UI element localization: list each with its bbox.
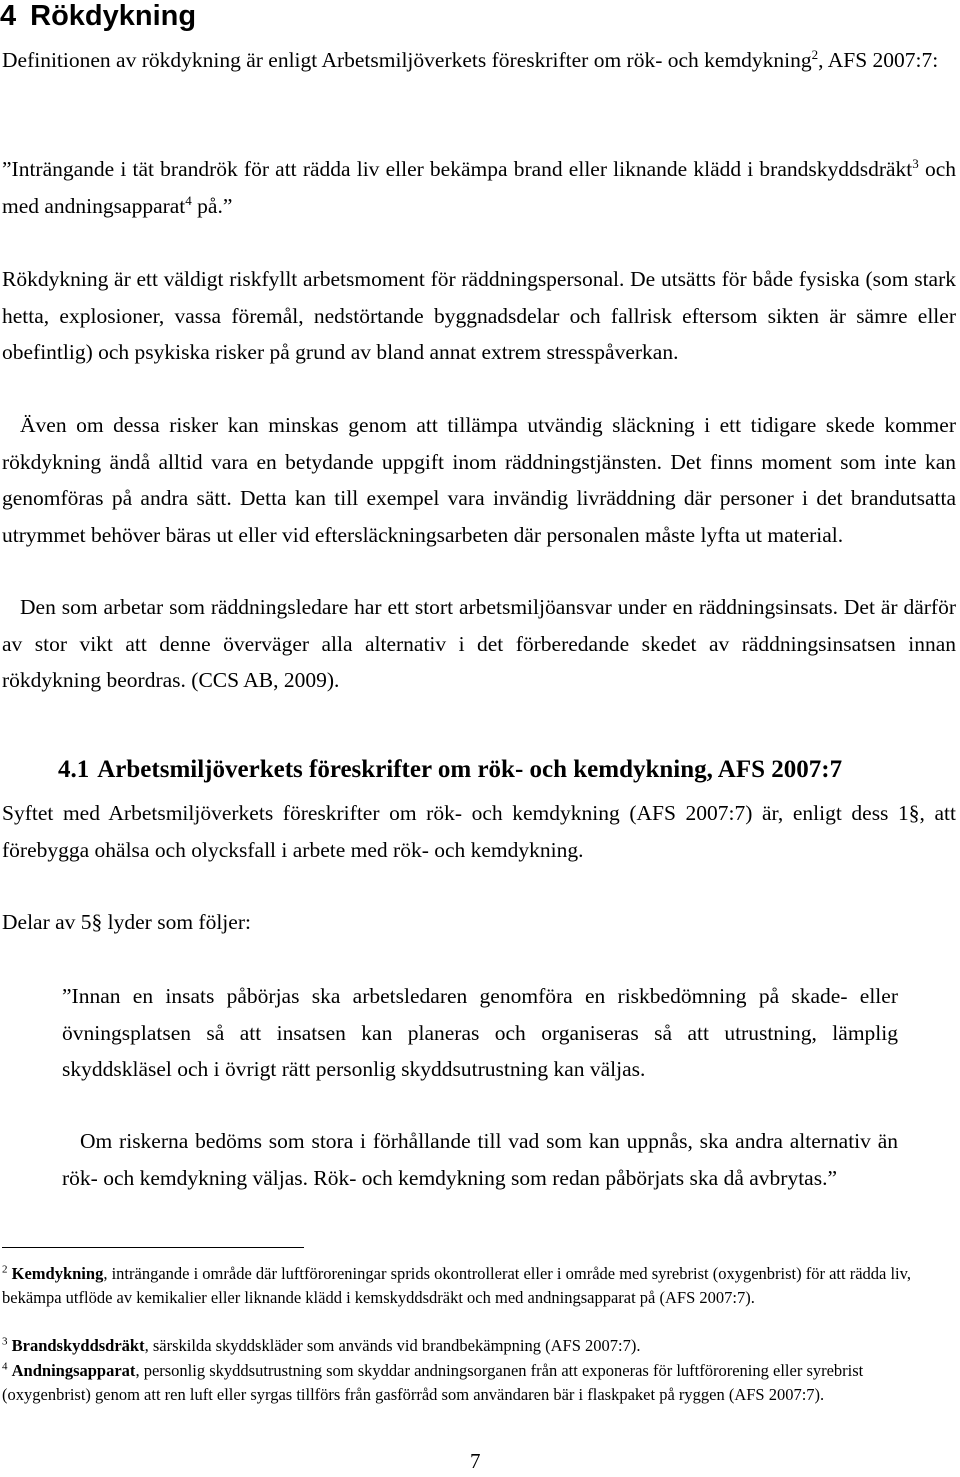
body-paragraph: Även om dessa risker kan minskas genom att tillämpa utvändig släckning i ett tidigare skede kommer rökdykning ändå alltid vara en betydande uppgift inom räddningstjänsten. Det finns moment som inte kan genomföras på andra sätt. Detta kan till exempel vara invändig livräddning där personer i det brandutsatta utrymmet behöver bäras ut eller vid eftersläckningsarbeten där personalen måste lyfta ut material. bbox=[2, 413, 956, 547]
section-title: Arbetsmiljöverkets föreskrifter om rök- och kemdykning, AFS 2007:7 bbox=[97, 756, 843, 783]
intro-text: Definitionen av rökdykning är enligt Arbetsmiljöverkets föreskrifter om rök- och kemdykning bbox=[2, 48, 812, 72]
section5-quote-paragraph: ”Innan en insats påbörjas ska arbetsledaren genomföra en riskbedömning på skade- eller övningsplatsen så att insatsen kan planeras och organiseras så att utrustning, lämplig skyddskläsel och i övrigt rätt personlig skyddsutrustning kan väljas. bbox=[62, 984, 898, 1081]
quote-text: ”Inträngande i tät brandrök för att rädda liv eller bekämpa brand eller liknande klädd i brandskyddsdräkt bbox=[2, 157, 913, 181]
footnote-term: Brandskyddsdräkt bbox=[11, 1336, 145, 1355]
footnote-text: , särskilda skyddskläder som används vid brandbekämpning (AFS 2007:7). bbox=[144, 1336, 641, 1355]
quote-text: och med andningsapparat bbox=[2, 157, 956, 218]
footnote bbox=[2, 1359, 956, 1407]
intro-paragraph bbox=[2, 42, 956, 79]
section5-quote-paragraph: Om riskerna bedöms som stora i förhållande till vad som kan uppnås, ska andra alternativ än rök- och kemdykning väljas. Rök- och kemdykning som redan påbörjats ska då avbrytas.” bbox=[62, 1129, 898, 1190]
definition-quote bbox=[2, 151, 956, 224]
footnote-text: , personlig skyddsutrustning som skyddar andningsorganen från att exponeras för luftförorening eller syrebrist (oxygenbrist) genom att ren luft eller syrgas tillförs från gasförråd som användaren bär i flaskpaket på ryggen (AFS 2007:7). bbox=[2, 1361, 864, 1404]
chapter-heading bbox=[0, 0, 196, 38]
footnote-ref: 3 bbox=[912, 155, 919, 171]
chapter-number: 4 bbox=[0, 0, 17, 32]
footnote-term: Andningsapparat bbox=[11, 1361, 136, 1380]
footnote-number: 2 bbox=[2, 1263, 8, 1276]
section-heading bbox=[58, 748, 842, 792]
intro-text-end: , AFS 2007:7: bbox=[818, 48, 939, 72]
quote-text: på.” bbox=[191, 193, 233, 218]
body-paragraph: Den som arbetar som räddningsledare har ett stort arbetsmiljöansvar under en räddningsinsats. Det är därför av stor vikt att denne överväger alla alternativ i det förberedande skedet av räddningsinsatsen innan rökdykning beordras. (CCS AB, 2009). bbox=[2, 595, 956, 692]
footnote-ref: 2 bbox=[811, 46, 819, 62]
page-number: 7 bbox=[470, 1449, 481, 1473]
footnote bbox=[2, 1262, 956, 1310]
body-paragraph: Rökdykning är ett väldigt riskfyllt arbetsmoment för räddningspersonal. De utsätts för både fysiska (som stark hetta, explosioner, vassa föremål, nedstörtande byggnadsdelar och fallrisk eftersom sikten är sämre eller obefintlig) och psykiska risker på grund av bland annat extrem stresspåverkan. bbox=[2, 267, 956, 364]
footnote-divider bbox=[2, 1247, 304, 1248]
footnote-number: 3 bbox=[2, 1335, 8, 1348]
chapter-title: Rökdykning bbox=[30, 0, 197, 32]
parts-intro: Delar av 5§ lyder som följer: bbox=[2, 910, 251, 934]
footnote-number: 4 bbox=[2, 1360, 8, 1373]
footnote-term: Kemdykning bbox=[11, 1264, 104, 1283]
footnote-ref: 4 bbox=[185, 192, 192, 208]
footnote-text: , inträngande i område där luftföroreningar sprids okontrollerat eller i område med syrebrist (oxygenbrist) för att rädda liv, bekämpa utflöde av kemikalier eller liknande klädd i kemskyddsdräkt och med andningsapparat på (AFS 2007:7). bbox=[2, 1264, 911, 1307]
section-number: 4.1 bbox=[58, 756, 90, 783]
purpose-paragraph: Syftet med Arbetsmiljöverkets föreskrifter om rök- och kemdykning (AFS 2007:7) är, enligt dess 1§, att förebygga ohälsa och olycksfall i arbete med rök- och kemdykning. bbox=[2, 801, 956, 862]
footnote bbox=[2, 1334, 956, 1358]
